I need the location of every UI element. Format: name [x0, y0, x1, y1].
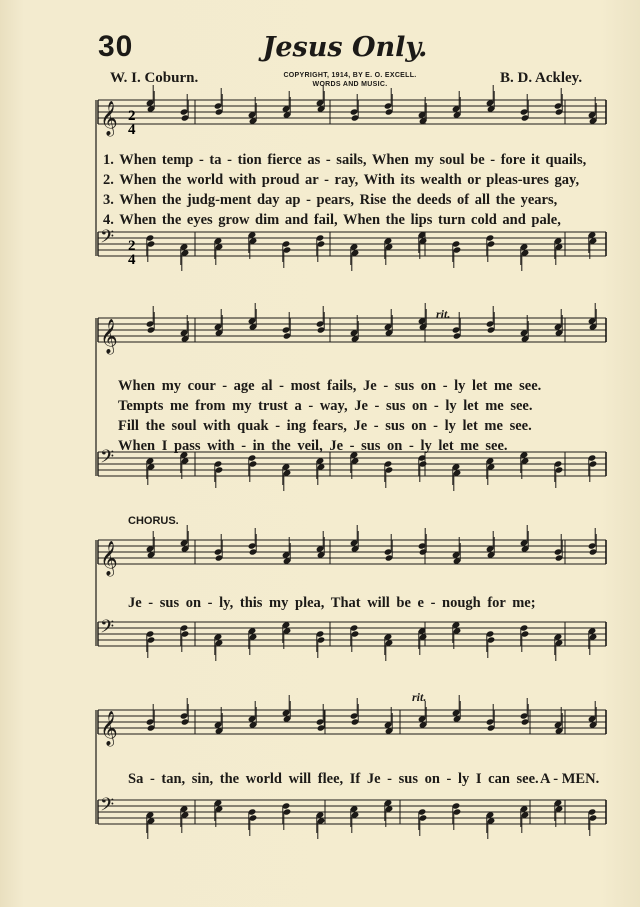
rit-marking-2: rit. [412, 690, 427, 704]
chorus-line-2: Sa - tan, sin, the world will flee, If Je - sus on - ly I can see. [128, 771, 539, 787]
bass-clef-icon: 𝄢 [100, 617, 115, 642]
rit-marking-1: rit. [436, 307, 451, 321]
refrain-4: When I pass with - in the veil, Je - sus on - ly let me see. [118, 438, 508, 454]
verse-2: 2. When the world with proud ar - ray, With its wealth or pleas-ures gay, [103, 172, 580, 188]
copyright-line-2: WORDS AND MUSIC. [312, 81, 388, 88]
refrain-2: Tempts me from my trust a - way, Je - sus on - ly let me see. [118, 398, 533, 414]
bass-clef-icon: 𝄢 [100, 795, 115, 820]
verse-4: 4. When the eyes grow dim and fail, When the lips turn cold and pale, [103, 212, 561, 228]
copyright-line-1: COPYRIGHT, 1914, BY E. O. EXCELL. [283, 72, 417, 79]
time-signature-top-bass: 2 [128, 238, 136, 254]
words-author: W. I. Coburn. [110, 70, 199, 86]
time-signature-bottom: 4 [128, 122, 136, 138]
treble-clef-icon: 𝄞 [100, 541, 118, 576]
verse-1: 1. When temp - ta - tion fierce as - sails, When my soul be - fore it quails, [103, 152, 587, 168]
treble-clef-icon: 𝄞 [100, 711, 118, 746]
music-composer: B. D. Ackley. [500, 70, 583, 86]
time-signature-top: 2 [128, 108, 136, 124]
verse-3: 3. When the judg-ment day ap - pears, Rise the deeds of all the years, [103, 192, 558, 208]
hymn-number: 30 [98, 30, 134, 63]
amen: A - MEN. [540, 771, 600, 787]
time-signature-bottom-bass: 4 [128, 252, 136, 268]
treble-clef-icon: 𝄞 [100, 319, 118, 354]
chorus-line-1: Je - sus on - ly, this my plea, That will be e - nough for me; [128, 595, 536, 611]
refrain-1: When my cour - age al - most fails, Je - sus on - ly let me see. [118, 378, 542, 394]
treble-clef-icon: 𝄞 [100, 101, 118, 136]
refrain-3: Fill the soul with quak - ing fears, Je - sus on - ly let me see. [118, 418, 532, 434]
bass-clef-icon: 𝄢 [100, 447, 115, 472]
chorus-label: CHORUS. [128, 515, 179, 527]
hymn-title: Jesus Only. [262, 32, 428, 63]
bass-clef-icon: 𝄢 [100, 227, 115, 252]
